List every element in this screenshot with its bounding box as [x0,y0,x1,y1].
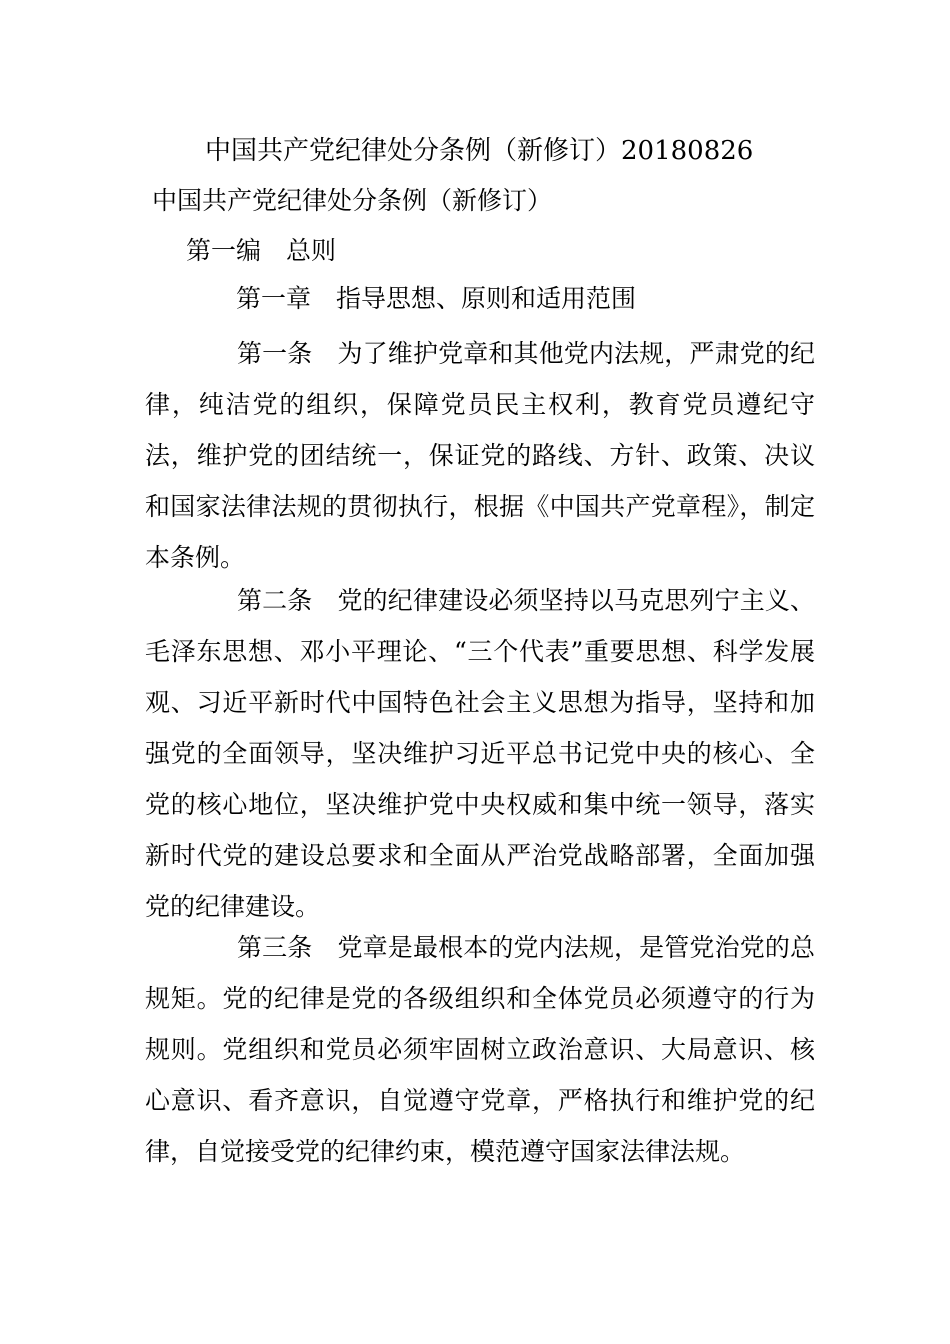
article-label: 第三条 [237,933,313,962]
article-text: 党章是最根本的党内法规，是管党治党的总规矩。党的纪律是党的各级组织和全体党员必须遵守的行为规则。党组织和党员必须牢固树立政治意识、大局意识、核心意识、看齐意识，自觉遵守党章，严格执行和维护党的纪律，自觉接受党的纪律约束，模范遵守国家法律法规。 [145,933,815,1166]
chapter-heading [236,284,636,314]
part-heading [186,236,336,266]
article-label: 第二条 [237,586,313,615]
article-1 [145,328,815,583]
chapter-name: 指导思想、原则和适用范围 [336,284,637,313]
document-title: 中国共产党纪律处分条例（新修订）20180826 [205,136,754,166]
article-text: 为了维护党章和其他党内法规，严肃党的纪律，纯洁党的组织，保障党员民主权利，教育党员遵纪守法，维护党的团结统一，保证党的路线、方针、政策、决议和国家法律法规的贯彻执行，根据《中国共产党章程》，制定本条例。 [145,339,815,572]
part-name: 总则 [286,236,337,265]
article-3 [145,922,815,1177]
article-text: 党的纪律建设必须坚持以马克思列宁主义、毛泽东思想、邓小平理论、“三个代表”重要思想、科学发展观、习近平新时代中国特色社会主义思想为指导，坚持和加强党的全面领导，坚决维护习近平总书记党中央的核心、全党的核心地位，坚决维护党中央权威和集中统一领导，落实新时代党的建设总要求和全面从严治党战略部署，全面加强党的纪律建设。 [145,586,815,921]
chapter-label: 第一章 [236,284,312,313]
article-label: 第一条 [237,339,313,368]
document-subtitle: 中国共产党纪律处分条例（新修订） [152,186,553,215]
part-label: 第一编 [186,236,262,265]
article-2 [145,575,815,932]
